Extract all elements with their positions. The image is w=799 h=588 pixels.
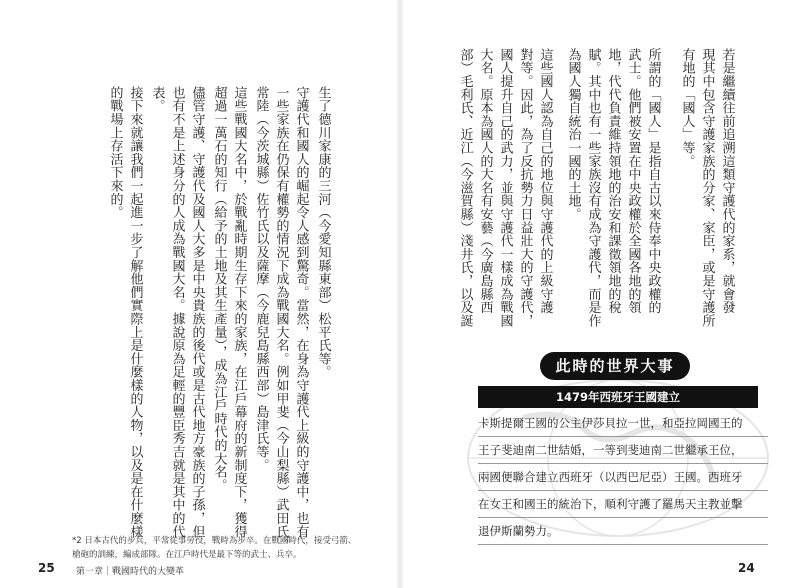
left-page-col-4: 這些戰國大名中，於戰亂時期生存下來的家族，在江戶幕府的新制度下，獲得 (231, 86, 247, 539)
left-page-col-1: 守護代和國人的崛起令人感到驚奇。當然，在身為守護代上級的守護中，也有 (293, 86, 309, 539)
world-event-title: 1479年西班牙王國建立 (478, 386, 758, 408)
left-page-col-2: 一些家族在仍保有權勢的情況下成為戰國大名。例如甲斐（今山梨縣）武田氏、 (273, 86, 289, 552)
right-page-col-10: 國人提升自己的武力，並與守護代一樣成為戰國 (497, 48, 513, 328)
footnote-line: 槍砲的訓練，編成部隊。在江戶時代是最下等的武士、兵卒。 (72, 550, 302, 560)
page-number-left: 25 (38, 561, 55, 575)
right-page-col-8: 這些國人認為自己的地位與守護代的上級守護 (537, 48, 553, 314)
left-page-col-6: 儘管守護、守護代及國人大多是中央貴族的後代或是古代地方豪族的子孫，但 (189, 86, 205, 539)
left-page-col-8: 表。 (149, 86, 165, 113)
world-event-body (478, 410, 768, 545)
book-gutter (397, 0, 403, 588)
chapter-running-header: 第一章｜戰國時代的大變革 (76, 567, 185, 577)
left-page-col-0: 生了德川家康的三河（今愛知縣東部）松平氏等。 (315, 86, 331, 379)
right-page-col-0: 若是繼續往前追溯這類守護代的家系，就會發 (719, 48, 735, 314)
left-page-col-5: 超過一萬石的知行（給予的土地及其生產量），成為江戶時代的大名。 (211, 86, 227, 492)
left-page-col-10: 的戰場上存活下來的。 (107, 86, 123, 219)
right-page-col-3: 所謂的「國人」是指自古以來侍奉中央政權的 (645, 48, 661, 314)
right-page-col-5: 地，代代負責維持領地的治安和課徵領地的稅 (605, 48, 621, 314)
world-events-banner: 此時的世界大事 (540, 352, 690, 380)
page-number-right: 24 (738, 561, 755, 575)
left-page-col-9: 接下來就讓我們一起進一步了解他們實際上是什麼樣的人物，以及是在什麼樣 (127, 86, 143, 539)
right-page-col-11: 大名。原本為國人的大名有安藝（今廣島縣西 (477, 48, 493, 314)
right-page-col-4: 武士。他們被安置在中央政權於全國各地的領 (625, 48, 641, 314)
left-page-col-3: 常陸（今茨城縣）佐竹氏以及薩摩（今鹿兒島縣西部）島津氏等。 (253, 86, 269, 472)
right-page-col-6: 賦。其中也有一些家族沒有成為守護代，而是作 (585, 48, 601, 328)
footnote-line: *2 日本古代的步兵，平常從事勞役，戰時為步卒。在戰國時代，接受弓箭、 (72, 536, 357, 546)
right-page-col-12: 部）毛利氏、近江（今滋賀縣）淺井氏，以及誕 (457, 48, 473, 328)
right-page-col-1: 現其中包含守護家族的分家、家臣，或是守護所 (699, 48, 715, 328)
world-event-line: 卡斯提爾王國的公主伊莎貝拉一世，和亞拉岡國王的 (478, 410, 768, 437)
world-event-line: 王子斐迪南二世結婚，一等到斐迪南二世繼承王位， (478, 437, 768, 464)
footnote (72, 534, 372, 562)
right-page-col-2: 有地的「國人」等。 (679, 48, 695, 168)
left-page-col-7: 也有不是上述身分的人成為戰國大名。據說原為足輕的豐臣秀吉就是其中的代 (169, 86, 185, 539)
world-event-line: 在女王和國王的統治下，順利守護了羅馬天主教並擊 (478, 491, 768, 518)
world-event-line: 兩國便聯合建立西班牙（以西巴尼亞）王國。西班牙 (478, 464, 768, 491)
world-event-line: 退伊斯蘭勢力。 (478, 518, 768, 545)
right-page-col-9: 對等。因此，為了反抗勢力日益壯大的守護代， (517, 48, 533, 328)
right-page-col-7: 為國人獨自統治一國的土地。 (565, 48, 581, 221)
